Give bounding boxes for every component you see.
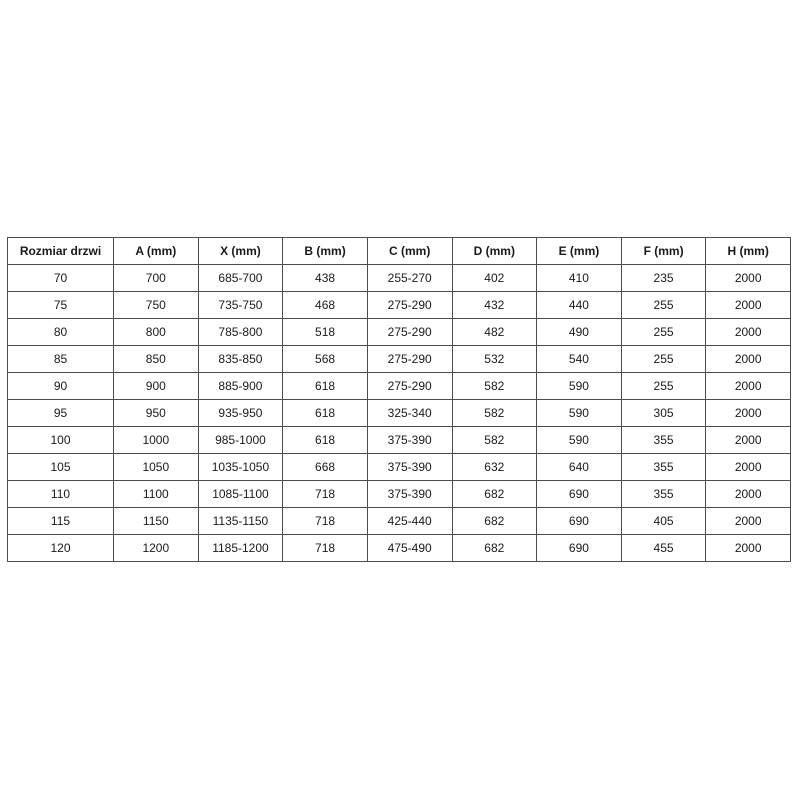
table-cell: 985-1000 (198, 427, 283, 454)
table-cell: 1035-1050 (198, 454, 283, 481)
table-cell: 440 (537, 292, 622, 319)
table-cell: 1100 (114, 481, 199, 508)
table-cell: 255 (621, 373, 706, 400)
table-cell: 540 (537, 346, 622, 373)
table-cell: 2000 (706, 346, 791, 373)
table-cell: 2000 (706, 535, 791, 562)
column-header: E (mm) (537, 238, 622, 265)
table-cell: 632 (452, 454, 537, 481)
table-cell: 255 (621, 346, 706, 373)
table-cell: 275-290 (367, 319, 452, 346)
table-row (8, 346, 791, 373)
table-cell: 490 (537, 319, 622, 346)
size-table-container (7, 237, 791, 562)
table-cell: 80 (8, 319, 114, 346)
table-cell: 718 (283, 481, 368, 508)
table-cell: 735-750 (198, 292, 283, 319)
table-cell: 325-340 (367, 400, 452, 427)
table-cell: 2000 (706, 319, 791, 346)
table-cell: 355 (621, 427, 706, 454)
table-cell: 235 (621, 265, 706, 292)
table-cell: 85 (8, 346, 114, 373)
table-cell: 70 (8, 265, 114, 292)
table-cell: 618 (283, 400, 368, 427)
table-cell: 682 (452, 481, 537, 508)
table-cell: 425-440 (367, 508, 452, 535)
table-row (8, 265, 791, 292)
table-cell: 518 (283, 319, 368, 346)
column-header: X (mm) (198, 238, 283, 265)
column-header: B (mm) (283, 238, 368, 265)
table-cell: 482 (452, 319, 537, 346)
table-cell: 700 (114, 265, 199, 292)
column-header: D (mm) (452, 238, 537, 265)
table-cell: 375-390 (367, 454, 452, 481)
table-body (8, 265, 791, 562)
table-cell: 468 (283, 292, 368, 319)
column-header: Rozmiar drzwi (8, 238, 114, 265)
table-cell: 618 (283, 427, 368, 454)
table-cell: 590 (537, 400, 622, 427)
table-cell: 682 (452, 535, 537, 562)
table-cell: 590 (537, 373, 622, 400)
table-cell: 375-390 (367, 427, 452, 454)
table-cell: 718 (283, 535, 368, 562)
table-cell: 682 (452, 508, 537, 535)
table-cell: 618 (283, 373, 368, 400)
table-cell: 402 (452, 265, 537, 292)
table-cell: 275-290 (367, 373, 452, 400)
table-cell: 1200 (114, 535, 199, 562)
table-cell: 2000 (706, 427, 791, 454)
table-cell: 2000 (706, 400, 791, 427)
table-row (8, 481, 791, 508)
table-cell: 835-850 (198, 346, 283, 373)
table-cell: 850 (114, 346, 199, 373)
table-cell: 690 (537, 535, 622, 562)
table-cell: 75 (8, 292, 114, 319)
table-cell: 120 (8, 535, 114, 562)
table-cell: 95 (8, 400, 114, 427)
table-cell: 935-950 (198, 400, 283, 427)
table-cell: 1085-1100 (198, 481, 283, 508)
table-cell: 255 (621, 319, 706, 346)
column-header: A (mm) (114, 238, 199, 265)
table-cell: 100 (8, 427, 114, 454)
table-cell: 275-290 (367, 292, 452, 319)
table-cell: 1150 (114, 508, 199, 535)
table-cell: 582 (452, 400, 537, 427)
table-cell: 275-290 (367, 346, 452, 373)
table-cell: 355 (621, 481, 706, 508)
table-cell: 718 (283, 508, 368, 535)
table-cell: 582 (452, 373, 537, 400)
table-cell: 355 (621, 454, 706, 481)
table-cell: 800 (114, 319, 199, 346)
table-row (8, 400, 791, 427)
table-cell: 950 (114, 400, 199, 427)
table-row (8, 508, 791, 535)
table-cell: 410 (537, 265, 622, 292)
column-header: F (mm) (621, 238, 706, 265)
column-header: H (mm) (706, 238, 791, 265)
column-header: C (mm) (367, 238, 452, 265)
table-row (8, 373, 791, 400)
table-row (8, 427, 791, 454)
table-cell: 432 (452, 292, 537, 319)
table-cell: 885-900 (198, 373, 283, 400)
table-cell: 685-700 (198, 265, 283, 292)
table-cell: 2000 (706, 508, 791, 535)
table-cell: 2000 (706, 481, 791, 508)
table-cell: 690 (537, 508, 622, 535)
table-cell: 455 (621, 535, 706, 562)
table-cell: 115 (8, 508, 114, 535)
table-cell: 2000 (706, 373, 791, 400)
door-size-table (7, 237, 791, 562)
table-cell: 590 (537, 427, 622, 454)
table-cell: 90 (8, 373, 114, 400)
table-cell: 2000 (706, 454, 791, 481)
table-cell: 750 (114, 292, 199, 319)
table-cell: 2000 (706, 292, 791, 319)
table-cell: 1135-1150 (198, 508, 283, 535)
table-row (8, 292, 791, 319)
table-cell: 582 (452, 427, 537, 454)
table-cell: 255 (621, 292, 706, 319)
table-cell: 255-270 (367, 265, 452, 292)
table-cell: 568 (283, 346, 368, 373)
table-cell: 1050 (114, 454, 199, 481)
table-cell: 105 (8, 454, 114, 481)
table-cell: 305 (621, 400, 706, 427)
table-row (8, 319, 791, 346)
table-cell: 2000 (706, 265, 791, 292)
table-cell: 1000 (114, 427, 199, 454)
table-cell: 1185-1200 (198, 535, 283, 562)
table-cell: 690 (537, 481, 622, 508)
table-cell: 668 (283, 454, 368, 481)
table-cell: 900 (114, 373, 199, 400)
table-cell: 532 (452, 346, 537, 373)
table-cell: 475-490 (367, 535, 452, 562)
table-cell: 110 (8, 481, 114, 508)
table-cell: 438 (283, 265, 368, 292)
table-row (8, 535, 791, 562)
table-cell: 405 (621, 508, 706, 535)
table-header (8, 238, 791, 265)
header-row (8, 238, 791, 265)
table-cell: 785-800 (198, 319, 283, 346)
table-cell: 375-390 (367, 481, 452, 508)
table-row (8, 454, 791, 481)
table-cell: 640 (537, 454, 622, 481)
